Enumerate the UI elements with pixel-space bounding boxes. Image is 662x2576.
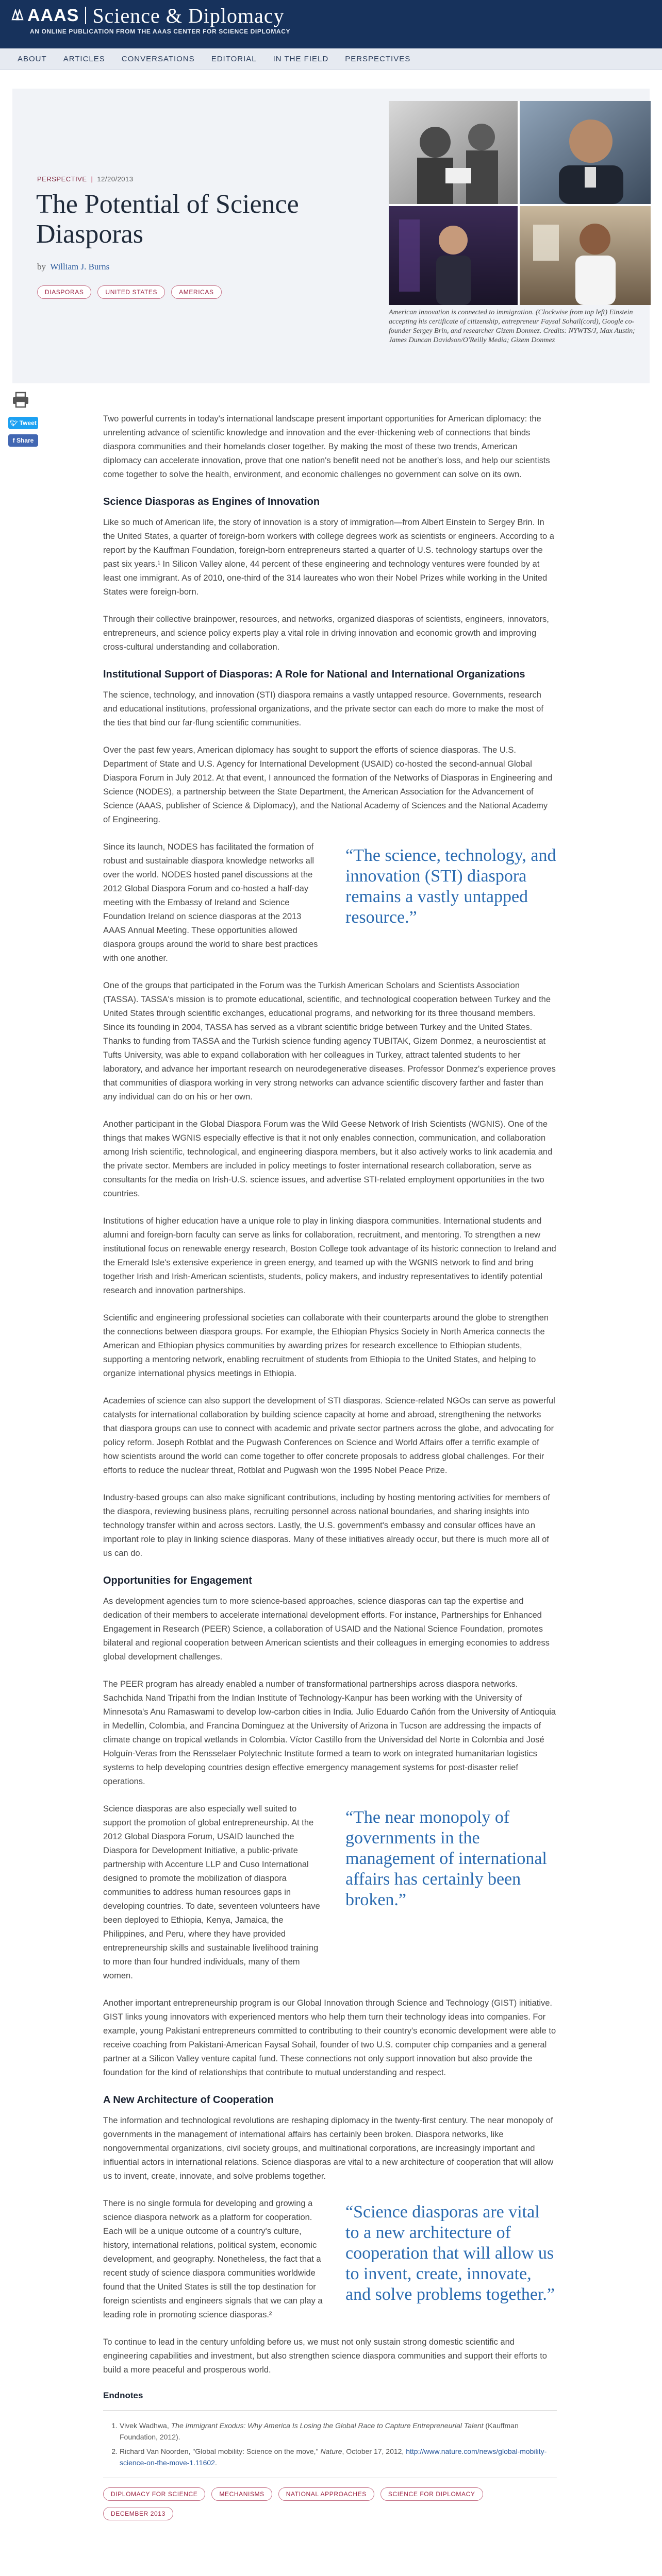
endnote-book-title: The Immigrant Exodus: Why America Is Losing the Global Race to Capture Entrepreneurial Talent (171, 2421, 484, 2430)
endnotes-list (103, 2420, 557, 2468)
tag-national-approaches[interactable]: NATIONAL APPROACHES (278, 2487, 374, 2501)
site-logo[interactable] (11, 6, 285, 26)
nav-editorial[interactable]: EDITORIAL (211, 55, 257, 63)
section-heading: A New Architecture of Cooperation (103, 2094, 274, 2106)
divider (103, 2410, 557, 2411)
hero-tags (37, 285, 222, 299)
tag-science-for-diplomacy[interactable]: SCIENCE FOR DIPLOMACY (380, 2487, 483, 2501)
article-title: The Potential of Science Diasporas (36, 190, 299, 249)
paragraph: Two powerful currents in today's international landscape present important opportunities for American diplomacy: the unrelenting advance of scientific knowledge and innovation and the ever-thickening web of connections that binds diaspora communities and their homelands closer together. By making the most of these two trends, American diplomacy can accelerate innovation, prove that one nation's benefit need not be another's loss, and help our scientists come together to solve the health, environment, and economic challenges no government can solve on its own. (103, 414, 550, 479)
pull-quote-text-column (103, 840, 325, 979)
paragraph: There is no single formula for developing and growing a science diaspora network as a platform for cooperation. Each will be a unique outcome of a country's culture, history, international relations, political system, economic development, and geography. Nonetheless, the fact that a recent study of science diaspora communities worldwide found that the United States is still the top destination for foreign scientists and engineers signals that we can play a leading role in promoting science diasporas.² (103, 2199, 323, 2319)
collage-image-icon (389, 101, 651, 305)
nav-perspectives[interactable]: PERSPECTIVES (345, 55, 411, 63)
main-nav (0, 48, 662, 70)
nav-in-the-field[interactable]: IN THE FIELD (273, 55, 329, 63)
nav-conversations[interactable]: CONVERSATIONS (121, 55, 195, 63)
article-body (103, 412, 557, 2520)
print-icon[interactable] (11, 391, 30, 409)
social-share (8, 391, 39, 447)
tag-mechanisms[interactable]: MECHANISMS (211, 2487, 272, 2501)
byline-prefix: by (37, 262, 46, 272)
endnote-text: . (214, 2459, 217, 2467)
hero-photo-collage (389, 101, 651, 305)
paragraph: One of the groups that participated in the Forum was the Turkish American Scholars and Scientists Association (TASSA). TASSA's mission is to promote educational, scientific, and technological cooperation between Turkey and the United States through scientific exchanges, educational programs, and networking for its three thousand members. Since its founding in 2004, TASSA has served as a vibrant scientific bridge between Turkey and the United States. Thanks to funding from TASSA and the Turkish science funding agency TUBITAK, Gizem Donmez, a neuroscientist at Tufts University, was able to expand collaboration with her colleagues in Turkey, attract talented students to her laboratory, and advance her important research on neurodegenerative diseases. Professor Donmez's experience proves that communities of diaspora working in very strong networks can advance scientific discovery farther and faster than any individual can do on his or her own. (103, 981, 556, 1101)
logo-brand: AAAS (27, 6, 79, 25)
pull-quote-section (103, 1802, 557, 1996)
paragraph: Through their collective brainpower, resources, and networks, organized diasporas of scientists, engineers, innovators, entrepreneurs, and science policy experts play a vital role in driving innovation and economic growth and improving cross-cultural understanding and collaboration. (103, 615, 549, 652)
pull-quote-section (103, 2197, 557, 2335)
facebook-icon: f (12, 437, 15, 444)
paragraph: Scientific and engineering professional societies can collaborate with their counterparts around the globe to strengthen the connections between diaspora groups. For example, the Ethiopian Physics Society in North America connects the American and Ethiopian physics communities by awarding prizes for research excellence to Ethiopian students, supporting a mentoring network, enabling recruitment of students from Ethiopia to the United States, and helping to organize international physics meetings in Ethiopia. (103, 1313, 549, 1378)
tweet-label: Tweet (19, 419, 37, 427)
nav-articles[interactable]: ARTICLES (63, 55, 105, 63)
endnote-text: Vivek Wadhwa, (120, 2421, 171, 2430)
footer-tags (103, 2487, 557, 2520)
endnote-journal: Nature (320, 2447, 342, 2455)
paragraph: The information and technological revolutions are reshaping diplomacy in the twenty-first century. The near monopoly of governments in the management of international affairs has certainly been broken. Diaspora networks, like nongovernmental organizations, civil society groups, and multinational corporations, are increasingly important and influential actors in international relations. Science diasporas are vital to a new architecture of cooperation that will allow us to invent, create, innovate, and solve problems together. (103, 2116, 554, 2181)
pull-quote: “The near monopoly of governments in the management of international affairs has certainly been broken.” (345, 1808, 547, 1909)
pull-quote: “The science, technology, and innovation (STI) diaspora remains a vastly untapped resource.” (345, 846, 556, 927)
paragraph: Since its launch, NODES has facilitated the formation of robust and sustainable diaspora knowledge networks all over the world. NODES hosted panel discussions at the 2012 Global Diaspora Forum and co-hosted a half-day meeting with the Embassy of Ireland and Science Foundation Ireland on science diasporas at the 2013 AAAS Annual Meeting. These opportunities allowed diaspora groups around the world to share best practices with one another. (103, 842, 318, 963)
share-label: Share (16, 437, 34, 444)
photo-caption: American innovation is connected to immigration. (Clockwise from top left) Einstein accepting his certificate of citizenship, entrepreneur Faysal Sohail(cord), Google co-founder Sergey Brin, and researcher Gizem Donmez. Credits: NYWTS/J, Max Austin; James Duncan Davidson/O'Reilly Media; Gizem Donmez (389, 309, 635, 344)
pull-quote-text-column (103, 1802, 325, 1996)
nav-about[interactable]: ABOUT (18, 55, 47, 63)
paragraph: To continue to lead in the century unfolding before us, we must not only sustain strong domestic scientific and engineering capabilities and investment, but also strengthen science diaspora communities and support their efforts to build a more peaceful and prosperous world. (103, 2337, 547, 2375)
section-heading: Science Diasporas as Engines of Innovation (103, 496, 320, 507)
tweet-button[interactable] (8, 417, 38, 429)
author-link[interactable]: William J. Burns (50, 262, 110, 272)
paragraph: Another important entrepreneurship program is our Global Innovation through Science and Technology (GIST) initiative. GIST links young innovators with experienced mentors who help them turn their technology ideas into companies. For example, young Pakistani entrepreneurs committed to contributing to their country's economic development were able to receive coaching from Pakistani-American Faysal Sohail, founder of two U.S. computer chip companies and a general partner at a Silicon Valley venture capital fund. These connections not only support innovation but also provide the foundation for the kind of relationships that contribute to mutual understanding and respect. (103, 1998, 556, 2077)
masthead (0, 0, 662, 48)
section-heading: Opportunities for Engagement (103, 1575, 252, 1586)
tag-diplomacy-for-science[interactable]: DIPLOMACY FOR SCIENCE (103, 2487, 205, 2501)
pull-quote-text-column (103, 2197, 325, 2335)
tag-americas[interactable]: AMERICAS (171, 285, 221, 299)
byline (37, 262, 109, 272)
section-heading: Institutional Support of Diasporas: A Role for National and International Organizations (103, 669, 525, 680)
paragraph: The PEER program has already enabled a number of transformational partnerships across diaspora networks. Sachchida Nand Tripathi from the Indian Institute of Technology-Kanpur has been working with the University of Minnesota's Anu Ramaswami to develop low-carbon cities in India. Julio Eduardo Cañón from the University of Antioquia in Medellín, Colombia, and Francina Dominguez at the University of Arizona in Tucson are addressing the impacts of climate change on tropical wetlands in Colombia. Víctor Castillo from the Universidad del Norte in Colombia and José Holguín-Veras from the Rensselaer Polytechnic Institute formed a team to work on integrated humanitarian logistics systems to help developing countries design effective emergency management systems for post-disaster relief operations. (103, 1680, 556, 1786)
endnote (120, 2420, 557, 2443)
article-meta: PERSPECTIVE | 12/20/2013 (37, 175, 134, 183)
endnotes (103, 2391, 557, 2478)
paragraph: Over the past few years, American diplomacy has sought to support the efforts of science diasporas. The U.S. Department of State and U.S. Agency for International Development (USAID) co-hosted the second-annual Global Diaspora Forum in July 2012. At that event, I announced the formation of the Networks of Diasporas in Engineering and Science (NODES), a partnership between the State Department, the American Association for the Advancement of Science (AAAS, publisher of Science & Diplomacy), and the National Academy of Sciences and the National Academy of Engineering. (103, 745, 553, 824)
endnotes-title: Endnotes (103, 2391, 143, 2400)
article-category[interactable]: PERSPECTIVE (37, 175, 87, 183)
tag-diasporas[interactable]: DIASPORAS (37, 285, 91, 299)
logo-divider (85, 7, 86, 24)
tag-december-2013[interactable]: DECEMBER 2013 (103, 2507, 173, 2520)
endnote-text: , October 17, 2012, (342, 2447, 406, 2455)
endnote (120, 2446, 557, 2468)
paragraph: Industry-based groups can also make significant contributions, including by hosting mentoring activities for members of the diaspora, reviewing business plans, recruiting personnel across national boundaries, and sharing insights into technology transfer within and across sectors. Lastly, the U.S. government's embassy and consular offices have an important role to play in linking science diasporas. Many of these initiatives already occur, but there is much more all of us can do. (103, 1493, 550, 1558)
paragraph: The science, technology, and innovation (STI) diaspora remains a vastly untapped resource. Governments, research and educational institutions, professional organizations, and the private sector can each do more to make the most of the ties that bind our far-flung scientific communities. (103, 690, 543, 727)
tag-united-states[interactable]: UNITED STATES (97, 285, 165, 299)
endnote-link[interactable]: http://www.nature.com/news/global-mobility-science-on-the-move-1.11602 (120, 2447, 547, 2467)
endnote-text: Richard Van Noorden, "Global mobility: Science on the move," (120, 2447, 321, 2455)
paragraph: Another participant in the Global Diaspora Forum was the Wild Geese Network of Irish Scientists (WGNIS). One of the things that makes WGNIS especially effective is that it not only enables connection, communication, and collaboration among Irish scientific, technological, and engineering diaspora members, but it also actively works to link academia and the private sector. Members are included in policy meetings to foster international research collaboration, serve as consultants for the media on Irish-U.S. science issues, and advertise STI-related employment opportunities in the two countries. (103, 1120, 553, 1198)
facebook-share-button[interactable] (8, 434, 38, 447)
article-hero (12, 89, 650, 383)
logo-publication: Science & Diplomacy (92, 4, 285, 27)
paragraph: As development agencies turn to more science-based approaches, science diasporas can tap the expertise and dedication of their members to accelerate international development efforts. For instance, Partnerships for Enhanced Engagement in Research (PEER) Science, a collaboration of USAID and the National Science Foundation, promotes bilateral and regional cooperation between American scientists and their colleagues in emerging economies to address global development challenges. (103, 1597, 550, 1662)
pull-quote-section (103, 840, 557, 979)
paragraph: Science diasporas are also especially well suited to support the promotion of global entrepreneurship. At the 2012 Global Diaspora Forum, USAID launched the Diaspora for Development Initiative, a public-private partnership with Accenture LLP and Cuso International designed to promote the mobilization of diaspora communities to address human resources gaps in developing countries. To date, seventeen volunteers have been deployed to Ethiopia, Kenya, Jamaica, the Philippines, and Peru, where they have provided entrepreneurship skills and sustainable livelihood training to more than four hundred individuals, many of them women. (103, 1804, 320, 1980)
article-date: 12/20/2013 (97, 175, 134, 183)
paragraph: Like so much of American life, the story of innovation is a story of immigration—from Albert Einstein to Sergey Brin. In the United States, a quarter of foreign-born workers with college degrees work as scientists or engineers. According to a report by the Kauffman Foundation, foreign-born entrepreneurs started a quarter of U.S. technology startups over the past six years.¹ In Silicon Valley alone, 44 percent of these engineering and technology ventures were founded by at least one immigrant. As of 2010, one-third of the 314 laureates who won their Nobel Prizes while working in the United States were foreign-born. (103, 518, 554, 597)
twitter-icon: 🐦︎ (10, 419, 18, 427)
masthead-tagline: AN ONLINE PUBLICATION FROM THE AAAS CENTER FOR SCIENCE DIPLOMACY (30, 28, 291, 35)
paragraph: Institutions of higher education have a unique role to play in linking diaspora communities. International students and alumni and foreign-born faculty can serve as links for collaboration, recruitment, and mentoring. To strengthen a new institutional focus on renewable energy research, Boston College took advantage of its historic connection to Ireland and the Emerald Isle's extensive experience in green energy, and teamed up with the WGNIS network to find and bring together Irish and Irish-American scientists, students, policy makers, and industry representatives to identify potential research and innovation partnerships. (103, 1216, 556, 1295)
paragraph: Academies of science can also support the development of STI diasporas. Science-related NGOs can serve as powerful catalysts for international collaboration by building science capacity at home and abroad, strengthening the networks that diaspora groups can use to connect with academic and private sector partners across the globe, and advocating for policy reform. Joseph Rotblat and the Pugwash Conferences on Science and World Affairs offer a terrific example of how scientists around the world can come together to offer concrete proposals to address global challenges. For their efforts to reduce the nuclear threat, Rotblat and Pugwash won the 1995 Nobel Peace Prize. (103, 1396, 555, 1475)
aaas-logo-icon (11, 9, 24, 21)
endnote-text: (Kauffman Foundation, 2012). (120, 2421, 519, 2441)
pull-quote: “Science diasporas are vital to a new architecture of cooperation that will allow us to invent, create, innovate, and solve problems together.” (345, 2202, 555, 2304)
